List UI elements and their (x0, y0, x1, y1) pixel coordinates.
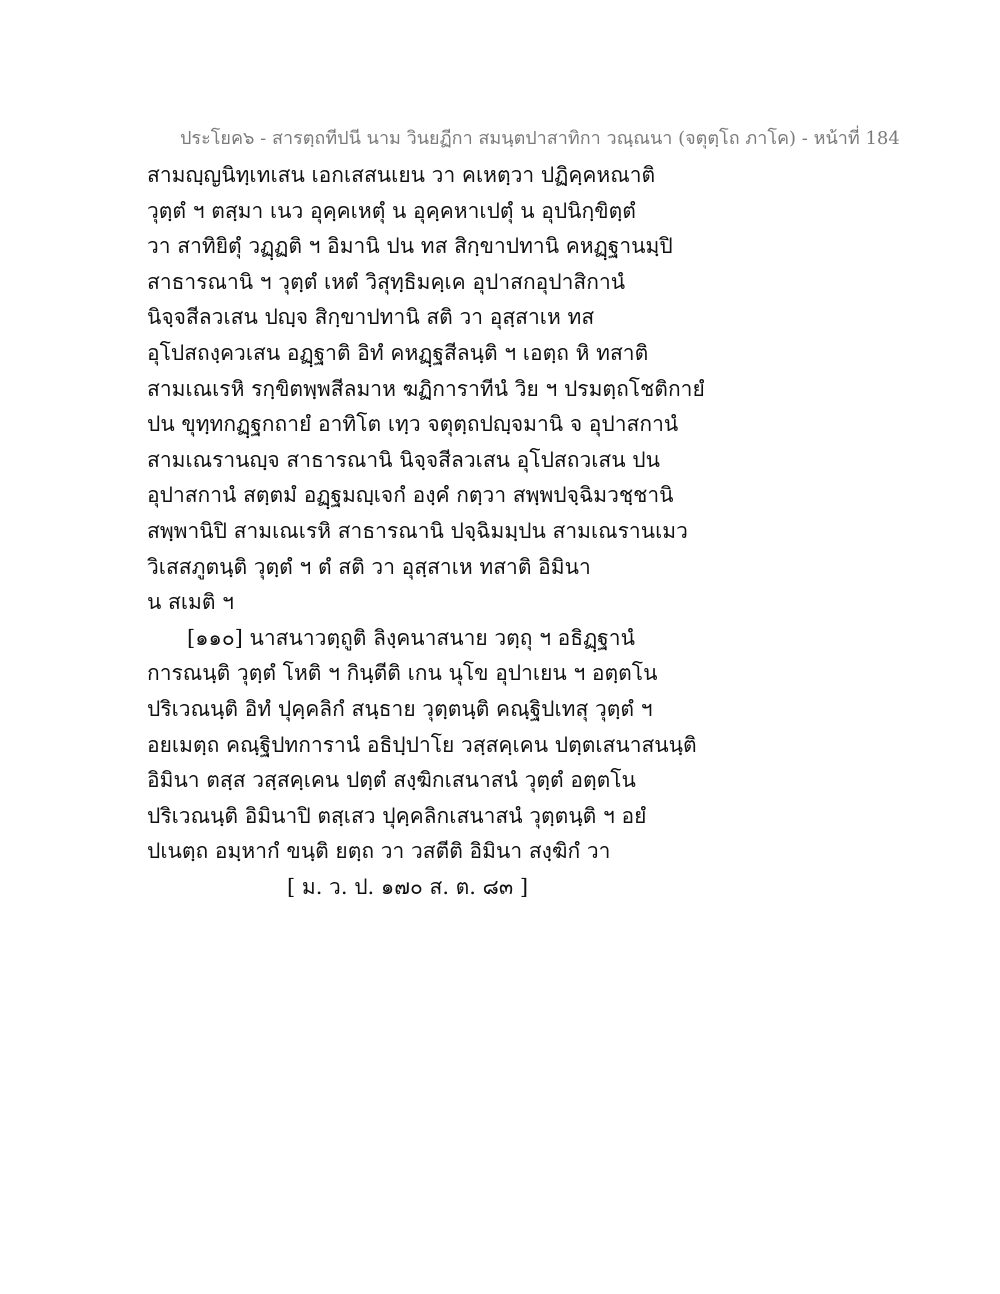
text-line: ปริเวณนฺติ อิทํ ปุคฺคลิกํ สนฺธาย วุตฺตนฺติ คณฺฐิปเทสุ วุตฺตํ ฯ (147, 696, 653, 721)
running-header: ประโยค๖ - สารตฺถทีปนี นาม วินยฏีกา สมนฺตปาสาทิกา วณฺณนา (จตุตฺโถ ภาโค) - หน้าที่ 184 (180, 128, 900, 149)
body-text (147, 158, 867, 905)
text-line: วิเสสภูตนฺติ วุตฺตํ ฯ ตํ สติ วา อุสฺสาเห ทสาติ อิมินา (147, 554, 591, 579)
text-line: วุตฺตํ ฯ ตสฺมา เนว อุคฺคเหตุํ น อุคฺคหาเปตุํ น อุปนิกฺขิตฺตํ (147, 198, 636, 223)
text-line: สพฺพานิปิ สามเณเรหิ สาธารณานิ ปจฺฉิมมฺปน สามเณรานเมว (147, 518, 688, 543)
text-line: สามญฺญนิทฺเทเสน เอกเสสนเยน วา คเหตฺวา ปฏิคฺคหณาติ (147, 163, 656, 187)
text-line: สามเณรานญฺจ สาธารณานิ นิจฺจสีลวเสน อุโปสถวเสน ปน (147, 447, 660, 472)
text-line: การณนฺติ วุตฺตํ โหติ ฯ กินฺตีติ เกน นุโข อุปาเยน ฯ อตฺตโน (147, 661, 658, 686)
text-line: สาธารณานิ ฯ วุตฺตํ เหตํ วิสุทฺธิมคฺเค อุปาสกอุปาสิกานํ (147, 269, 626, 294)
text-line: อุโปสถงฺควเสน อฏฺฐาติ อิทํ คหฏฺฐสีลนฺติ ฯ เอตฺถ หิ ทสาติ (147, 340, 649, 365)
reference-citation: [ ม. ว. ป. ๑๗๐ ส. ต. ๘๓ ] (287, 874, 529, 899)
text-line: นิจฺจสีลวเสน ปญฺจ สิกฺขาปทานิ สติ วา อุสฺสาเห ทส (147, 305, 595, 330)
section-heading-line: [๑๑๐] นาสนาวตฺถูติ ลิงฺคนาสนาย วตฺถุ ฯ อธิฏฺฐานํ (187, 625, 635, 650)
text-line: ปริเวณนฺติ อิมินาปิ ตสฺเสว ปุคฺคลิกเสนาสนํ วุตฺตนฺติ ฯ อยํ (147, 803, 647, 828)
text-line: ปเนตฺถ อมฺหากํ ขนฺติ ยตฺถ วา วสตีติ อิมินา สงฺฆิกํ วา (147, 839, 611, 864)
text-line: ปน ขุทฺทกฏฺฐกถายํ อาทิโต เทฺว จตุตฺถปญฺจมานิ จ อุปาสกานํ (147, 412, 679, 437)
text-line: อยเมตฺถ คณฺฐิปทการานํ อธิปฺปาโย วสฺสคฺเคน ปตฺตเสนาสนนฺติ (147, 732, 697, 757)
text-line: น สเมติ ฯ (147, 590, 234, 615)
text-line: สามเณเรหิ รกฺขิตพฺพสีลมาห ฆฏิการาทีนํ วิย ฯ ปรมตฺถโชติกายํ (147, 376, 705, 401)
text-line: อุปาสกานํ สตฺตมํ อฏฺฐมญฺเจกํ องฺคํ กตฺวา สพฺพปจฺฉิมวชฺชานิ (147, 483, 674, 508)
text-line: วา สาทิยิตุํ วฏฺฏติ ฯ อิมานิ ปน ทส สิกฺขาปทานิ คหฏฺฐานมฺปิ (147, 234, 673, 259)
text-line: อิมินา ตสฺส วสฺสคฺเคน ปตฺตํ สงฺฆิกเสนาสนํ วุตฺตํ อตฺตโน (147, 768, 636, 793)
